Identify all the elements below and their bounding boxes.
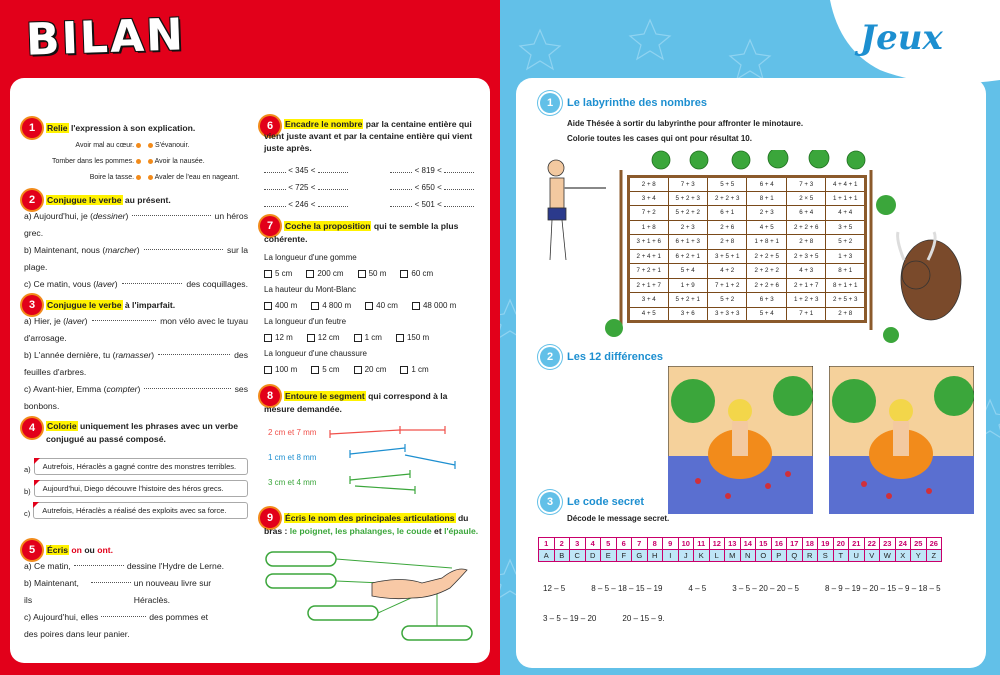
maze-cell[interactable]: 2 + 8 [629,177,669,192]
code-cell: 4 [585,538,601,550]
maze-cell[interactable]: 5 + 2 [826,235,866,250]
maze-cell[interactable]: 7 + 2 [629,206,669,221]
code-cell: 19 [818,538,834,550]
checkbox[interactable] [264,366,272,374]
exercise-6-instruction: Encadre le nombre par la centaine entière qui vient juste avant et par la centaine entière qui vient juste après. [264,119,473,153]
maze-cell[interactable]: 2 + 6 [707,220,746,235]
code-cell: 10 [678,538,694,550]
code-cell: A [539,550,555,562]
game-1-number: 1 [540,93,560,113]
code-cell: X [895,550,911,562]
phrase-c-box[interactable]: Autrefois, Héraclès a réalisé des exploits avec sa force. [33,502,248,519]
exercise-1-instruction: Relie l'expression à son explication. [47,123,196,133]
exercise-6-number: 6 [260,116,280,136]
checkbox[interactable] [354,366,362,374]
maze-cell[interactable]: 2 + 2 + 2 [747,264,786,279]
exercise-1-number: 1 [22,118,42,138]
code-cell: P [771,550,787,562]
code-cell: 14 [740,538,756,550]
code-cell: Y [911,550,927,562]
secret-codes: 12 – 5 8 – 5 – 18 – 15 – 19 4 – 5 3 – 5 – 20 – 20 – 5 8 – 9 – 19 – 20 – 15 – 9 – 18 – 5 3 – 5 – 19 – 20 20 – 15 – 9. [543,584,941,623]
code-cell: O [756,550,772,562]
maze-row [629,278,866,293]
maze-row [629,293,866,308]
maze-cell[interactable]: 2 + 3 [668,220,707,235]
maze-cell[interactable]: 2 + 2 + 5 [747,249,786,264]
code-cell: R [802,550,818,562]
maze-row [629,191,866,206]
exercise-8-number: 8 [260,386,280,406]
exercise-4-number: 4 [22,418,42,438]
maze-row [629,307,866,322]
jeux-title: Jeux [860,18,943,58]
maze-cell[interactable]: 5 + 2 + 1 [668,293,707,308]
checkbox[interactable] [365,302,373,310]
checkbox[interactable] [311,366,319,374]
maze-cell[interactable]: 5 + 2 + 3 [668,191,707,206]
maze-cell[interactable]: 6 + 4 [747,177,786,192]
code-cell: B [554,550,570,562]
maze-cell[interactable]: 1 + 2 + 3 [786,293,825,308]
segment-1-label: 2 cm et 7 mm [268,428,317,437]
code-cell: D [585,550,601,562]
maze-cell[interactable]: 6 + 2 + 1 [668,249,707,264]
game-3-number: 3 [540,492,560,512]
code-cell: 11 [694,538,710,550]
code-cell: 8 [647,538,663,550]
game-1-title: Le labyrinthe des nombres [567,97,707,109]
game-1-instructions: Aide Thésée à sortir du labyrinthe pour affronter le minotaure. Colorie toutes les cases qui ont pour résultat 10. [567,119,804,143]
phrase-b-box[interactable]: Aujourd'hui, Diego découvre l'histoire des héros grecs. [34,480,248,497]
checkbox[interactable] [264,302,272,310]
code-cell: Z [926,550,942,562]
exercise-2-sentences: a) Aujourd'hui, je ( dessiner ) un héros grec. b) Maintenant, nous ( marcher ) sur la plage. c) Ce matin, vous ( laver ) des coquillages. [24,208,248,293]
maze-cell[interactable]: 2 + 8 [786,235,825,250]
exercise-5-sentences: a) Ce matin, dessine l'Hydre de Lerne. b) Maintenant, ils un nouveau livre sur Héraclès. c) Aujourd'hui, elles des pommes et des poires dans leur panier. [24,558,248,643]
segment-3-label: 3 cm et 4 mm [268,478,317,487]
exercise-7-number: 7 [260,216,280,236]
code-cell: 6 [616,538,632,550]
differences-image-right [829,366,974,514]
maze-cell[interactable]: 2 + 2 + 3 [707,191,746,206]
maze-cell[interactable]: 2 + 1 + 7 [629,278,669,293]
maze-cell[interactable]: 1 + 9 [668,278,707,293]
code-cell: 12 [709,538,725,550]
code-cell: 13 [725,538,741,550]
code-cell: V [864,550,880,562]
segment-2-label: 1 cm et 8 mm [268,453,317,462]
maze-cell[interactable]: 3 + 6 [668,307,707,322]
maze-cell[interactable]: 1 + 3 [826,249,866,264]
maze-cell[interactable]: 4 + 3 [786,264,825,279]
exercise-5-number: 5 [22,540,42,560]
code-cell: 23 [880,538,896,550]
code-cell: 9 [663,538,679,550]
maze-cell[interactable]: 6 + 1 + 3 [668,235,707,250]
maze-cell[interactable]: 3 + 5 [826,220,866,235]
maze-cell[interactable]: 7 + 1 + 2 [707,278,746,293]
code-cell: 1 [539,538,555,550]
code-cell: 26 [926,538,942,550]
maze-cell[interactable]: 7 + 3 [786,177,825,192]
maze-cell[interactable]: 4 + 5 [629,307,669,322]
maze-cell[interactable]: 2 × 5 [786,191,825,206]
maze-row [629,206,866,221]
maze-row [629,264,866,279]
maze-cell[interactable]: 5 + 5 [707,177,746,192]
code-cell: 18 [802,538,818,550]
exercise-6-items: < 345 < < 819 < < 725 < < 650 < < 246 < < 501 < [264,162,474,213]
maze-cell[interactable]: 3 + 5 + 1 [707,249,746,264]
code-cell: 21 [849,538,865,550]
maze-cell[interactable]: 2 + 3 [747,206,786,221]
code-cell: 2 [554,538,570,550]
maze-cell[interactable]: 7 + 1 [786,307,825,322]
maze-table [627,175,867,323]
code-cell: 7 [632,538,648,550]
maze-cell[interactable]: 7 + 2 + 1 [629,264,669,279]
exercise-7-questions: La longueur d'une gomme 5 cm 200 cm 50 m 60 cm La hauteur du Mont-Blanc 400 m 4 800 m 40 cm 48 000 m La longueur d'un feutre 12 m 12 cm 1 cm 150 m La longueur d'une chaussure 100 m 5 cm 20 cm 1 cm [264,253,457,374]
page-number: 33 [970,650,983,662]
maze-cell[interactable]: 7 + 3 [668,177,707,192]
checkbox[interactable] [400,366,408,374]
code-cell: K [694,550,710,562]
maze-cell[interactable]: 5 + 2 [707,293,746,308]
maze-cell[interactable]: 2 + 5 + 3 [826,293,866,308]
maze-cell[interactable]: 4 + 2 [707,264,746,279]
maze-cell[interactable]: 6 + 1 [707,206,746,221]
code-cell: 17 [787,538,803,550]
maze-cell[interactable]: 2 + 8 [707,235,746,250]
code-cell: 24 [895,538,911,550]
maze-row [629,177,866,192]
code-cell: H [647,550,663,562]
maze-cell[interactable]: 8 + 1 [826,264,866,279]
arm-illustration [262,548,482,648]
checkbox[interactable] [307,334,315,342]
maze-cell[interactable]: 2 + 1 + 7 [786,278,825,293]
game-3-instruction: Décode le message secret. [567,514,670,523]
exercise-7-instruction: Coche la proposition qui te semble la plus cohérente. [264,221,459,244]
maze-cell[interactable]: 3 + 1 + 6 [629,235,669,250]
maze-row [629,249,866,264]
code-cell: Q [787,550,803,562]
checkbox[interactable] [396,334,404,342]
exercise-8-instruction: Entoure le segment qui correspond à la mesure demandée. [264,391,448,414]
code-cell: T [833,550,849,562]
phrase-a-box[interactable]: Autrefois, Héraclès a gagné contre des monstres terribles. [34,458,248,475]
exercise-4-instruction: Colorie uniquement les phrases avec un verbe conjugué au passé composé. [46,421,239,444]
bilan-title: BILAN [25,9,186,66]
exercise-9-instruction: Écris le nom des principales articulations du bras : le poignet, les phalanges, le coude et l'épaule. [264,513,479,536]
checkbox[interactable] [311,302,319,310]
checkbox[interactable] [354,334,362,342]
code-cell: 15 [756,538,772,550]
maze-cell[interactable]: 1 + 8 [629,220,669,235]
maze-cell[interactable]: 3 + 4 [629,293,669,308]
code-cell: 16 [771,538,787,550]
labyrinth-grid [627,175,867,323]
code-row-numbers [539,538,942,550]
exercise-1-right-column: S'évanouir. Avoir la nausée. Avaler de l'eau en nageant. [148,138,258,186]
exercise-3-instruction: Conjugue le verbe à l'imparfait. [47,300,176,310]
maze-row [629,220,866,235]
code-cell: E [601,550,617,562]
maze-cell[interactable]: 2 + 2 + 6 [747,278,786,293]
code-row-letters [539,550,942,562]
code-cell: M [725,550,741,562]
maze-cell[interactable]: 2 + 4 + 1 [629,249,669,264]
exercise-3-number: 3 [22,295,42,315]
maze-cell[interactable]: 8 + 1 + 1 [826,278,866,293]
game-2-title: Les 12 différences [567,351,663,363]
exercise-4-options: a) Autrefois, Héraclès a gagné contre des monstres terribles. b) Aujourd'hui, Diego découvre l'histoire des héros grecs. c) Autrefois, Héraclès a réalisé des exploits avec sa force. [24,458,248,524]
maze-cell[interactable]: 5 + 4 [668,264,707,279]
code-cell: 3 [570,538,586,550]
maze-cell[interactable]: 6 + 3 [747,293,786,308]
code-cell: G [632,550,648,562]
code-cell: W [880,550,896,562]
maze-cell[interactable]: 4 + 4 + 1 [826,177,866,192]
code-grid [538,537,942,562]
code-cell: F [616,550,632,562]
exercise-3-sentences: a) Hier, je ( laver ) mon vélo avec le tuyau d'arrosage. b) L'année dernière, tu ( ramasser ) des feuilles d'arbres. c) Avant-hier, Emma ( compter ) ses bonbons. [24,313,248,415]
code-cell: C [570,550,586,562]
maze-cell[interactable]: 1 + 1 + 1 [826,191,866,206]
code-cell: U [849,550,865,562]
maze-cell[interactable]: 4 + 5 [747,220,786,235]
code-cell: 25 [911,538,927,550]
checkbox[interactable] [412,302,420,310]
maze-cell[interactable]: 2 + 8 [826,307,866,322]
code-cell: J [678,550,694,562]
code-cell: S [818,550,834,562]
maze-cell[interactable]: 2 + 3 + 5 [786,249,825,264]
maze-row [629,235,866,250]
checkbox[interactable] [264,270,272,278]
code-cell: N [740,550,756,562]
checkbox[interactable] [306,270,314,278]
maze-cell[interactable]: 2 + 2 + 6 [786,220,825,235]
maze-cell[interactable]: 3 + 3 + 3 [707,307,746,322]
game-2-number: 2 [540,347,560,367]
checkbox[interactable] [264,334,272,342]
code-cell: L [709,550,725,562]
maze-cell[interactable]: 4 + 4 [826,206,866,221]
maze-cell[interactable]: 8 + 1 [747,191,786,206]
code-cell: I [663,550,679,562]
game-3-title: Le code secret [567,496,645,508]
code-table [538,537,942,562]
maze-cell[interactable]: 1 + 8 + 1 [747,235,786,250]
code-cell: 5 [601,538,617,550]
maze-cell[interactable]: 3 + 4 [629,191,669,206]
maze-cell[interactable]: 6 + 4 [786,206,825,221]
checkbox[interactable] [358,270,366,278]
code-cell: 20 [833,538,849,550]
exercise-2-number: 2 [22,190,42,210]
exercise-1-left-column: Avoir mal au cœur. Tomber dans les pommes. Boire la tasse. [26,138,141,186]
exercise-2-instruction: Conjugue le verbe au présent. [47,195,171,205]
exercise-9-number: 9 [260,508,280,528]
differences-image-left [668,366,813,514]
exercise-5-instruction: Écris on ou ont. [47,545,113,555]
maze-cell[interactable]: 5 + 2 + 2 [668,206,707,221]
checkbox[interactable] [400,270,408,278]
maze-cell[interactable]: 5 + 4 [747,307,786,322]
segments-drawing [320,420,470,500]
code-cell: 22 [864,538,880,550]
